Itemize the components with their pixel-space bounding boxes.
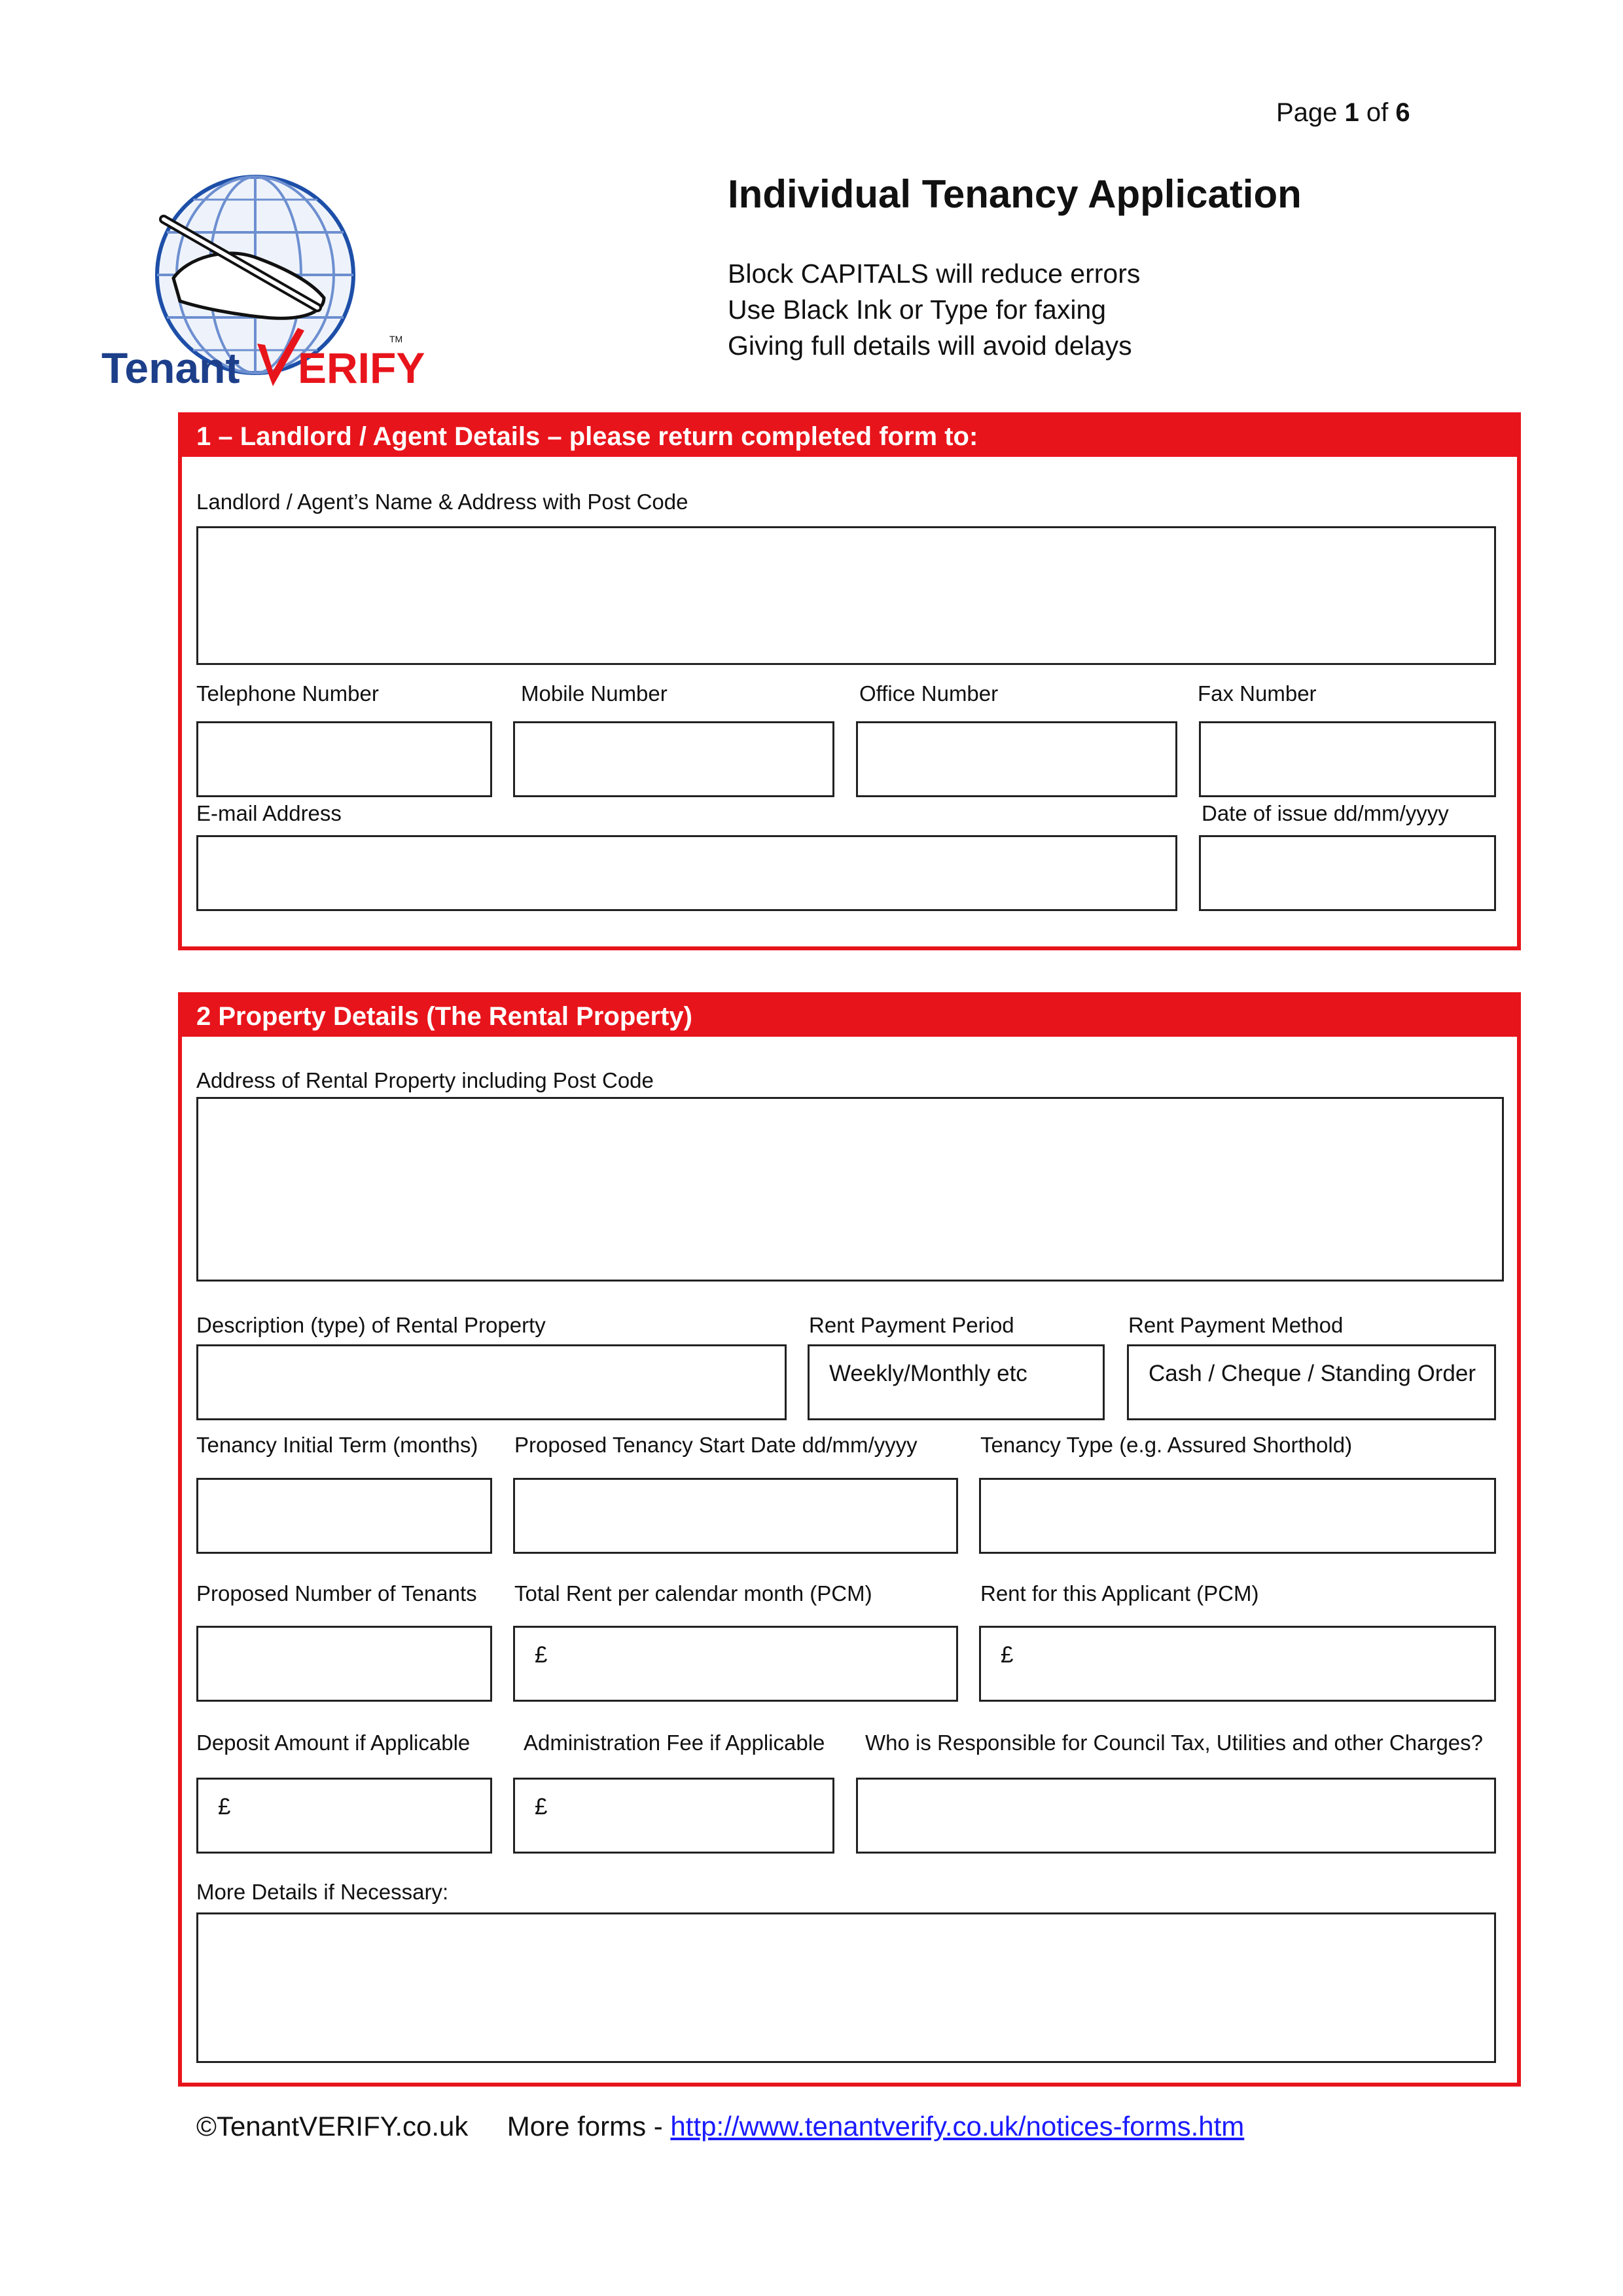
rent-method-hint: Cash / Cheque / Standing Order <box>1149 1361 1476 1386</box>
page-number <box>1276 98 1410 128</box>
property-details-section <box>178 992 1521 2087</box>
start-date-field[interactable] <box>513 1478 958 1554</box>
footer-link[interactable]: http://www.tenantverify.co.uk/notices-forms.htm <box>670 2111 1245 2142</box>
date-issue-label: Date of issue dd/mm/yyyy <box>1202 801 1449 825</box>
num-tenants-field[interactable] <box>196 1626 492 1702</box>
name-address-label: Landlord / Agent’s Name & Address with Post Code <box>196 490 688 514</box>
more-details-field[interactable] <box>196 1912 1496 2063</box>
logo-text-tenant: Tenant <box>101 344 240 392</box>
more-details-label: More Details if Necessary: <box>196 1880 449 1904</box>
fax-field[interactable] <box>1199 721 1496 797</box>
tenancy-type-field[interactable] <box>979 1478 1496 1554</box>
footer-more-forms: More forms - <box>507 2111 663 2142</box>
fax-label: Fax Number <box>1198 681 1317 706</box>
admin-fee-field[interactable] <box>513 1778 834 1854</box>
mobile-label: Mobile Number <box>521 681 668 706</box>
currency-symbol: £ <box>535 1642 548 1668</box>
deposit-field[interactable] <box>196 1778 492 1854</box>
email-field[interactable] <box>196 835 1177 911</box>
council-tax-field[interactable] <box>856 1778 1496 1854</box>
council-tax-label: Who is Responsible for Council Tax, Utilities and other Charges? <box>865 1731 1484 1755</box>
section-heading: 2 Property Details (The Rental Property) <box>182 996 1517 1037</box>
mobile-field[interactable] <box>513 721 834 797</box>
initial-term-label: Tenancy Initial Term (months) <box>196 1433 478 1457</box>
office-field[interactable] <box>856 721 1177 797</box>
instruction-line: Block CAPITALS will reduce errors <box>728 259 1141 289</box>
rent-period-hint: Weekly/Monthly etc <box>829 1361 1027 1386</box>
currency-symbol: £ <box>218 1794 231 1820</box>
landlord-agent-section <box>178 412 1521 950</box>
page-total: 6 <box>1395 98 1410 127</box>
description-field[interactable] <box>196 1344 787 1420</box>
footer <box>196 2111 1244 2142</box>
office-label: Office Number <box>859 681 999 706</box>
rent-method-label: Rent Payment Method <box>1128 1313 1344 1337</box>
logo-trademark: TM <box>389 334 403 344</box>
rent-method-field[interactable] <box>1127 1344 1496 1420</box>
email-label: E-mail Address <box>196 801 342 825</box>
landlord-name-address-field[interactable] <box>196 526 1496 665</box>
date-issue-field[interactable] <box>1199 835 1496 911</box>
logo-text-verify: ERIFY <box>298 344 425 392</box>
currency-symbol: £ <box>1001 1642 1014 1668</box>
property-address-field[interactable] <box>196 1097 1504 1282</box>
page-current: 1 <box>1344 98 1359 127</box>
footer-copyright: ©TenantVERIFY.co.uk <box>196 2111 469 2142</box>
telephone-field[interactable] <box>196 721 492 797</box>
rent-period-label: Rent Payment Period <box>809 1313 1014 1337</box>
initial-term-field[interactable] <box>196 1478 492 1554</box>
start-date-label: Proposed Tenancy Start Date dd/mm/yyyy <box>514 1433 918 1457</box>
instruction-line: Giving full details will avoid delays <box>728 331 1132 361</box>
num-tenants-label: Proposed Number of Tenants <box>196 1581 477 1605</box>
deposit-label: Deposit Amount if Applicable <box>196 1731 471 1755</box>
property-address-label: Address of Rental Property including Post Code <box>196 1068 654 1092</box>
total-rent-field[interactable] <box>513 1626 958 1702</box>
total-rent-label: Total Rent per calendar month (PCM) <box>514 1581 872 1605</box>
tenantverify-logo <box>101 167 425 393</box>
page-of: of <box>1366 98 1389 127</box>
telephone-label: Telephone Number <box>196 681 379 706</box>
description-label: Description (type) of Rental Property <box>196 1313 546 1337</box>
applicant-rent-field[interactable] <box>979 1626 1496 1702</box>
rent-period-field[interactable] <box>808 1344 1105 1420</box>
instruction-line: Use Black Ink or Type for faxing <box>728 295 1107 325</box>
applicant-rent-label: Rent for this Applicant (PCM) <box>980 1581 1259 1605</box>
currency-symbol: £ <box>535 1794 548 1820</box>
section-heading: 1 – Landlord / Agent Details – please return completed form to: <box>182 416 1517 457</box>
page-title: Individual Tenancy Application <box>728 172 1302 216</box>
admin-fee-label: Administration Fee if Applicable <box>524 1731 825 1755</box>
tenancy-type-label: Tenancy Type (e.g. Assured Shorthold) <box>980 1433 1353 1457</box>
page-label: Page <box>1276 98 1338 127</box>
